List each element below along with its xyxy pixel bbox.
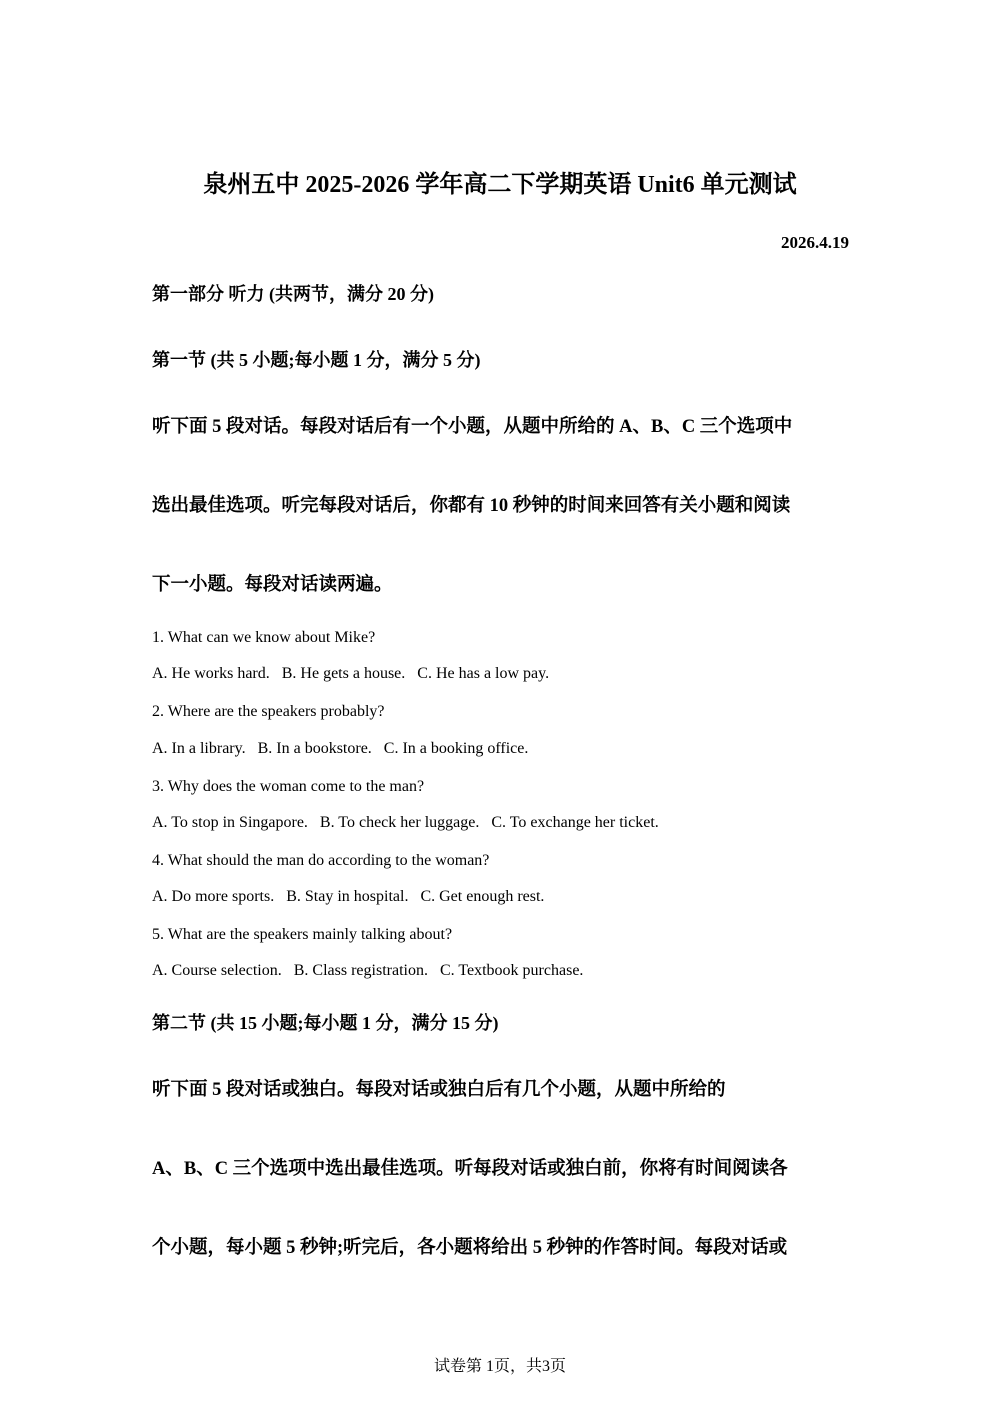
option-a: A. Do more sports. <box>152 888 275 905</box>
option-a: A. Course selection. <box>152 962 282 979</box>
option-a: A. In a library. <box>152 740 246 757</box>
exam-title: 泉州五中 2025-2026 学年高二下学期英语 Unit6 单元测试 <box>203 172 797 198</box>
option-a: A. To stop in Singapore. <box>152 814 308 831</box>
option-c: C. Textbook purchase. <box>439 962 584 979</box>
section1-heading: 第一节 (共 5 小题;每小题 1 分，满分 5 分) <box>152 350 481 370</box>
part1-heading: 第一部分 听力 (共两节，满分 20 分) <box>152 284 434 304</box>
option-c: C. To exchange her ticket. <box>491 814 659 831</box>
question-4-stem: 4. What should the man do according to the woman? <box>152 852 490 869</box>
section1-instruction-line: 选出最佳选项。听完每段对话后，你都有 10 秒钟的时间来回答有关小题和阅读 <box>152 496 791 516</box>
option-c: C. He has a low pay. <box>417 665 550 682</box>
section2-instruction-line: A、B、C 三个选项中选出最佳选项。听每段对话或独白前，你将有时间阅读各 <box>152 1159 788 1179</box>
option-c: C. Get enough rest. <box>420 888 545 905</box>
section2-instruction-line: 听下面 5 段对话或独白。每段对话或独白后有几个小题，从题中所给的 <box>152 1080 726 1100</box>
option-b: B. He gets a house. <box>281 665 406 682</box>
option-b: B. Class registration. <box>293 962 428 979</box>
question-4-options <box>152 886 852 908</box>
option-a: A. He works hard. <box>152 665 270 682</box>
option-b: B. To check her luggage. <box>319 814 480 831</box>
question-5-stem: 5. What are the speakers mainly talking about? <box>152 926 453 943</box>
question-5-options <box>152 960 852 982</box>
section2-instruction-line: 个小题，每小题 5 秒钟;听完后，各小题将给出 5 秒钟的作答时间。每段对话或 <box>152 1238 788 1258</box>
question-1-stem: 1. What can we know about Mike? <box>152 629 376 646</box>
question-2-options <box>152 738 852 760</box>
page-footer: 试卷第 1页，共3页 <box>433 1358 566 1375</box>
question-3-options <box>152 812 852 834</box>
question-2-stem: 2. Where are the speakers probably? <box>152 703 385 720</box>
section2-heading: 第二节 (共 15 小题;每小题 1 分，满分 15 分) <box>152 1013 499 1033</box>
question-3-stem: 3. Why does the woman come to the man? <box>152 778 425 795</box>
exam-date: 2026.4.19 <box>781 233 849 252</box>
question-1-options <box>152 663 852 685</box>
option-c: C. In a booking office. <box>383 740 529 757</box>
option-b: B. Stay in hospital. <box>286 888 409 905</box>
section1-instruction-line: 听下面 5 段对话。每段对话后有一个小题，从题中所给的 A、B、C 三个选项中 <box>152 417 793 437</box>
section1-instruction-line: 下一小题。每段对话读两遍。 <box>152 575 393 595</box>
option-b: B. In a bookstore. <box>257 740 372 757</box>
